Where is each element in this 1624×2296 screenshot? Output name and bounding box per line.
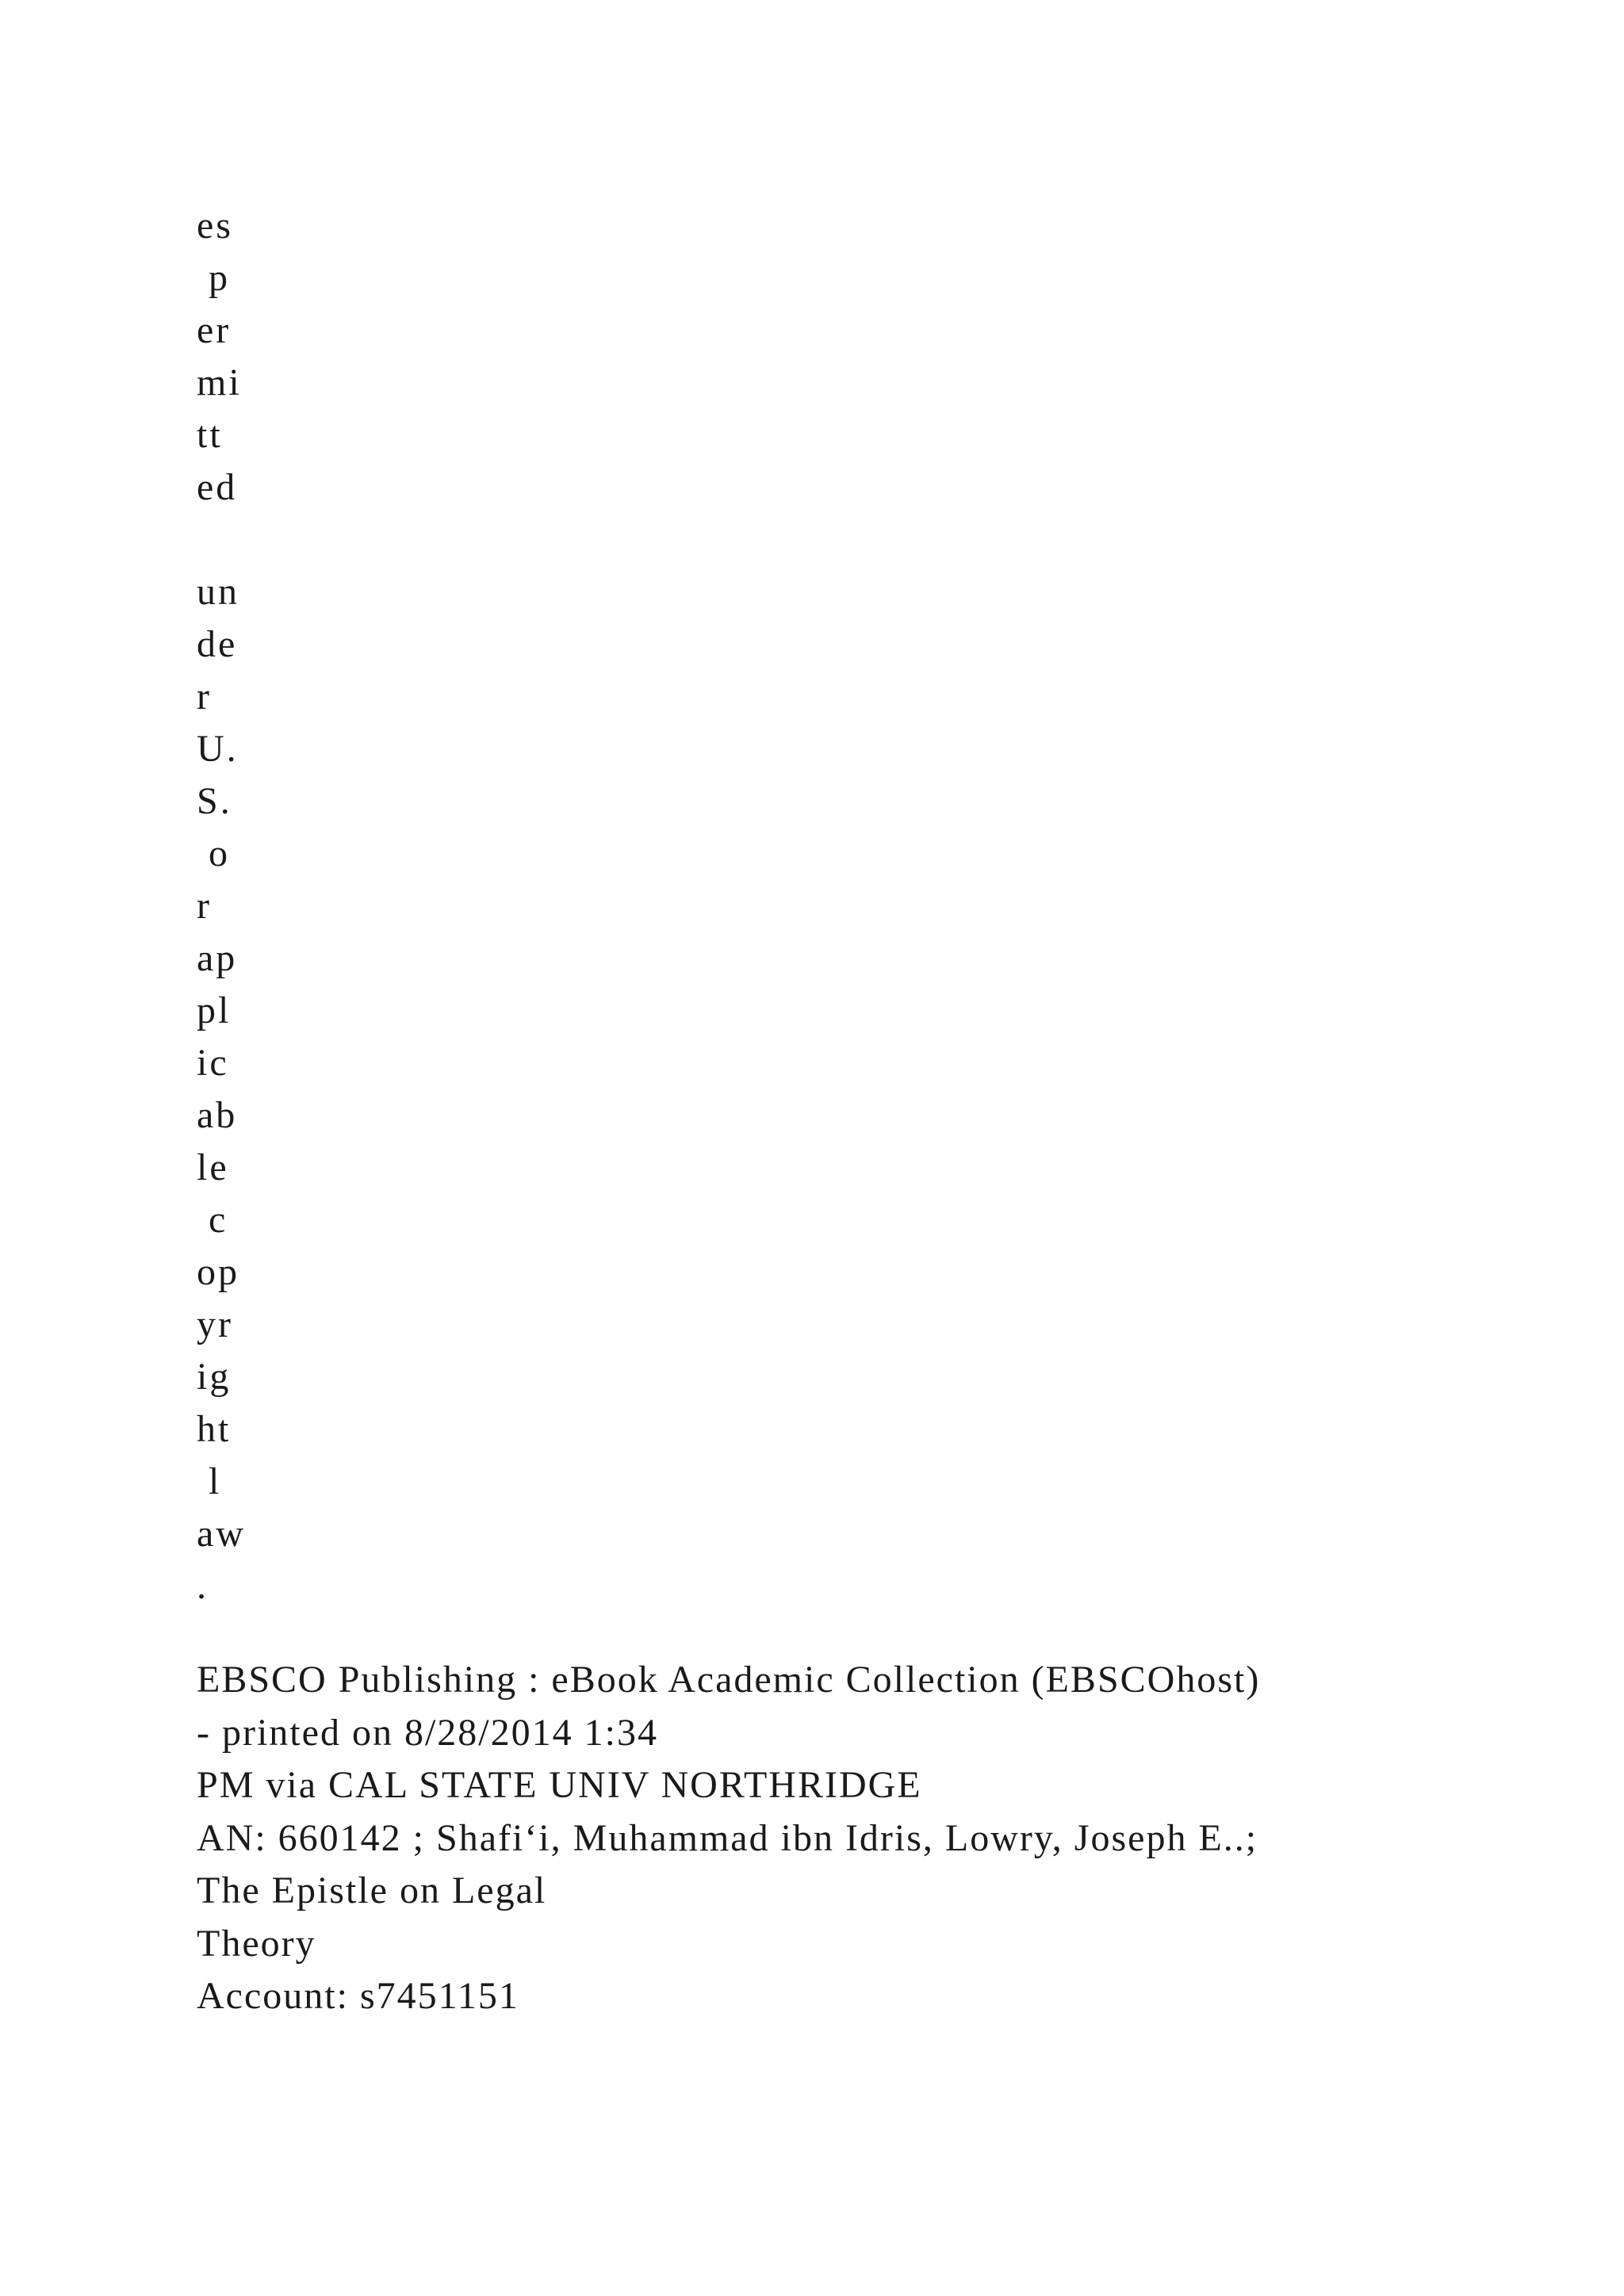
copyright-notice-fragments xyxy=(197,200,246,1613)
text-fragment: aw xyxy=(197,1513,246,1555)
text-fragment: mi xyxy=(197,362,242,404)
text-fragment: . xyxy=(197,1565,209,1607)
footer-line: - printed on 8/28/2014 1:34 xyxy=(197,1711,658,1754)
text-fragment: op xyxy=(197,1251,239,1293)
text-fragment: ed xyxy=(197,466,238,508)
text-fragment: r xyxy=(197,675,212,718)
text-fragment: ap xyxy=(197,937,238,979)
text-fragment: tt xyxy=(197,414,223,456)
text-fragment: de xyxy=(197,623,238,665)
text-fragment: l xyxy=(197,1460,222,1502)
text-fragment: le xyxy=(197,1146,229,1188)
footer-line: EBSCO Publishing : eBook Academic Collection (EBSCOhost) xyxy=(197,1659,1261,1701)
text-fragment: er xyxy=(197,309,232,351)
text-fragment: ht xyxy=(197,1408,232,1450)
footer-line: Account: s7451151 xyxy=(197,1975,519,2017)
footer-line: The Epistle on Legal xyxy=(197,1869,547,1911)
text-fragment: S. xyxy=(197,780,232,822)
text-fragment: un xyxy=(197,571,239,613)
text-fragment: yr xyxy=(197,1303,233,1345)
text-fragment: o xyxy=(197,832,230,874)
footer-line: PM via CAL STATE UNIV NORTHRIDGE xyxy=(197,1764,922,1806)
text-fragment: p xyxy=(197,257,230,299)
ebsco-footer xyxy=(197,1654,1545,2023)
text-fragment: c xyxy=(197,1199,228,1241)
text-fragment: ab xyxy=(197,1094,238,1136)
footer-line: AN: 660142 ; Shafi‘i, Muhammad ibn Idris, Lowry, Joseph E..; xyxy=(197,1816,1258,1859)
text-fragment: U. xyxy=(197,728,239,770)
text-fragment: r xyxy=(197,885,212,927)
text-fragment: ig xyxy=(197,1356,232,1398)
text-fragment: es xyxy=(197,205,233,247)
text-fragment xyxy=(197,514,246,566)
text-fragment: pl xyxy=(197,989,232,1031)
footer-line: Theory xyxy=(197,1922,316,1965)
text-fragment: ic xyxy=(197,1042,229,1084)
